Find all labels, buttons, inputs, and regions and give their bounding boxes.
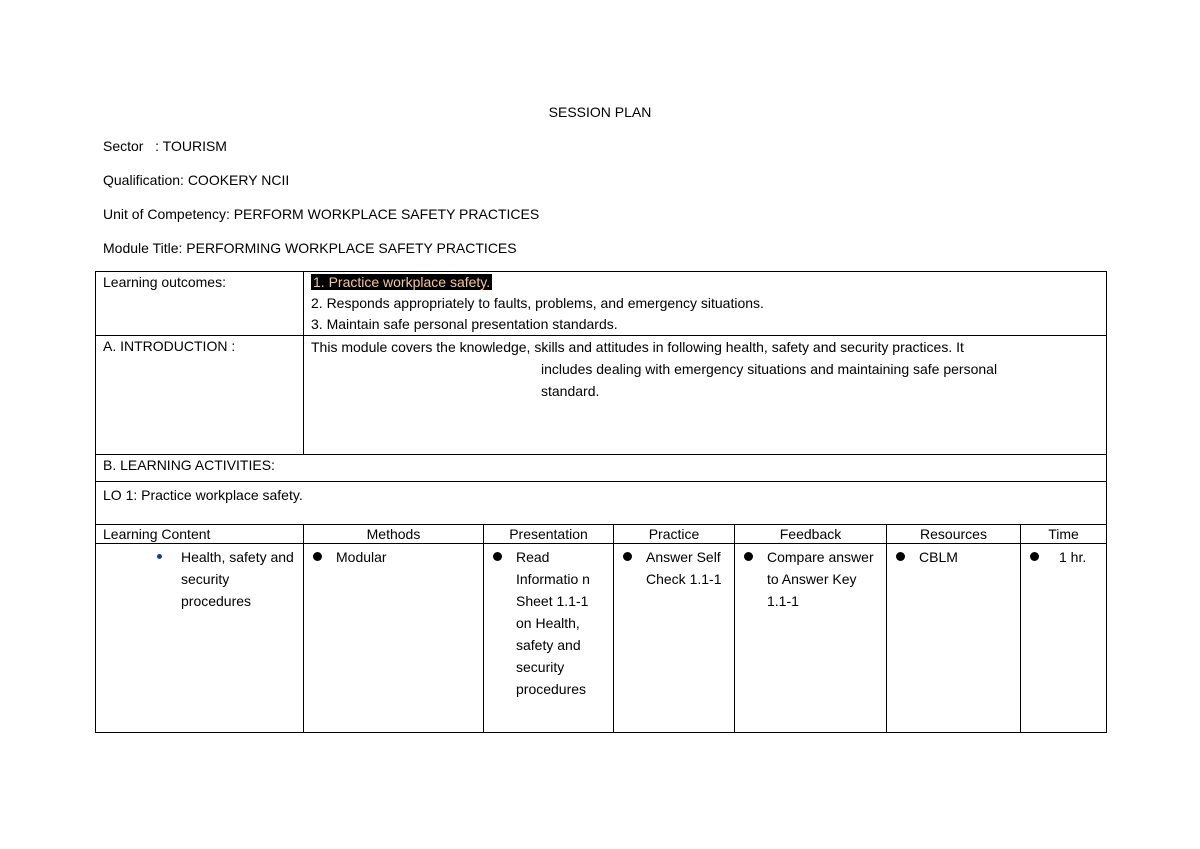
feedback-cell [735, 544, 887, 733]
learning-content-cell [96, 544, 304, 733]
sector-line: Sector : TOURISM [103, 138, 227, 154]
introduction-row [96, 336, 1107, 455]
learning-outcome-2: 2. Responds appropriately to faults, problems, and emergency situations. [311, 295, 764, 311]
learning-content-text: Health, safety and security procedures [181, 549, 294, 609]
activity-row [96, 544, 1107, 733]
learning-outcomes-row [96, 272, 1107, 336]
methods-text: Modular [336, 549, 387, 565]
introduction-text [304, 336, 1107, 455]
activities-header-row [96, 525, 1107, 544]
document-title: SESSION PLAN [548, 104, 652, 120]
header-presentation: Presentation [484, 525, 614, 544]
bullet-icon [493, 552, 502, 561]
session-plan-table [95, 271, 1107, 733]
bullet-icon [157, 554, 162, 559]
intro-line-2: includes dealing with emergency situations and maintaining safe personal [541, 361, 998, 377]
presentation-text: Read Informatio n Sheet 1.1-1 on Health, safety and security procedures [516, 549, 590, 697]
header-feedback: Feedback [735, 525, 887, 544]
learning-activities-label: B. LEARNING ACTIVITIES: [96, 455, 1107, 482]
header-resources: Resources [887, 525, 1021, 544]
header-time: Time [1021, 525, 1107, 544]
lo1-label: LO 1: Practice workplace safety. [96, 482, 1107, 525]
qualification-line: Qualification: COOKERY NCII [103, 172, 290, 188]
practice-text: Answer Self Check 1.1-1 [646, 549, 722, 587]
time-cell [1021, 544, 1107, 733]
intro-line-3: standard. [541, 383, 600, 399]
resources-cell [887, 544, 1021, 733]
bullet-icon [896, 552, 905, 561]
bullet-icon [1030, 552, 1039, 561]
resources-text: CBLM [919, 549, 958, 565]
bullet-icon [623, 552, 632, 561]
header-learning-content: Learning Content [96, 525, 304, 544]
learning-activities-row [96, 455, 1107, 482]
practice-cell [614, 544, 735, 733]
intro-line-1: This module covers the knowledge, skills and attitudes in following health, safety and security practices. It [311, 339, 964, 355]
feedback-text: Compare answer to Answer Key 1.1-1 [767, 549, 874, 609]
header-methods: Methods [304, 525, 484, 544]
presentation-cell [484, 544, 614, 733]
unit-of-competency-line: Unit of Competency: PERFORM WORKPLACE SAFETY PRACTICES [103, 206, 540, 222]
bullet-icon [313, 552, 322, 561]
introduction-label: A. INTRODUCTION : [96, 336, 304, 455]
learning-outcome-1: 1. Practice workplace safety. [313, 274, 491, 290]
module-title-line: Module Title: PERFORMING WORKPLACE SAFETY PRACTICES [103, 240, 517, 256]
learning-outcome-3: 3. Maintain safe personal presentation standards. [311, 316, 618, 332]
lo1-row [96, 482, 1107, 525]
learning-outcomes-label: Learning outcomes: [96, 272, 304, 336]
methods-cell [304, 544, 484, 733]
time-text: 1 hr. [1059, 549, 1087, 565]
learning-outcomes-cell [304, 272, 1107, 336]
bullet-icon [744, 552, 753, 561]
header-practice: Practice [614, 525, 735, 544]
